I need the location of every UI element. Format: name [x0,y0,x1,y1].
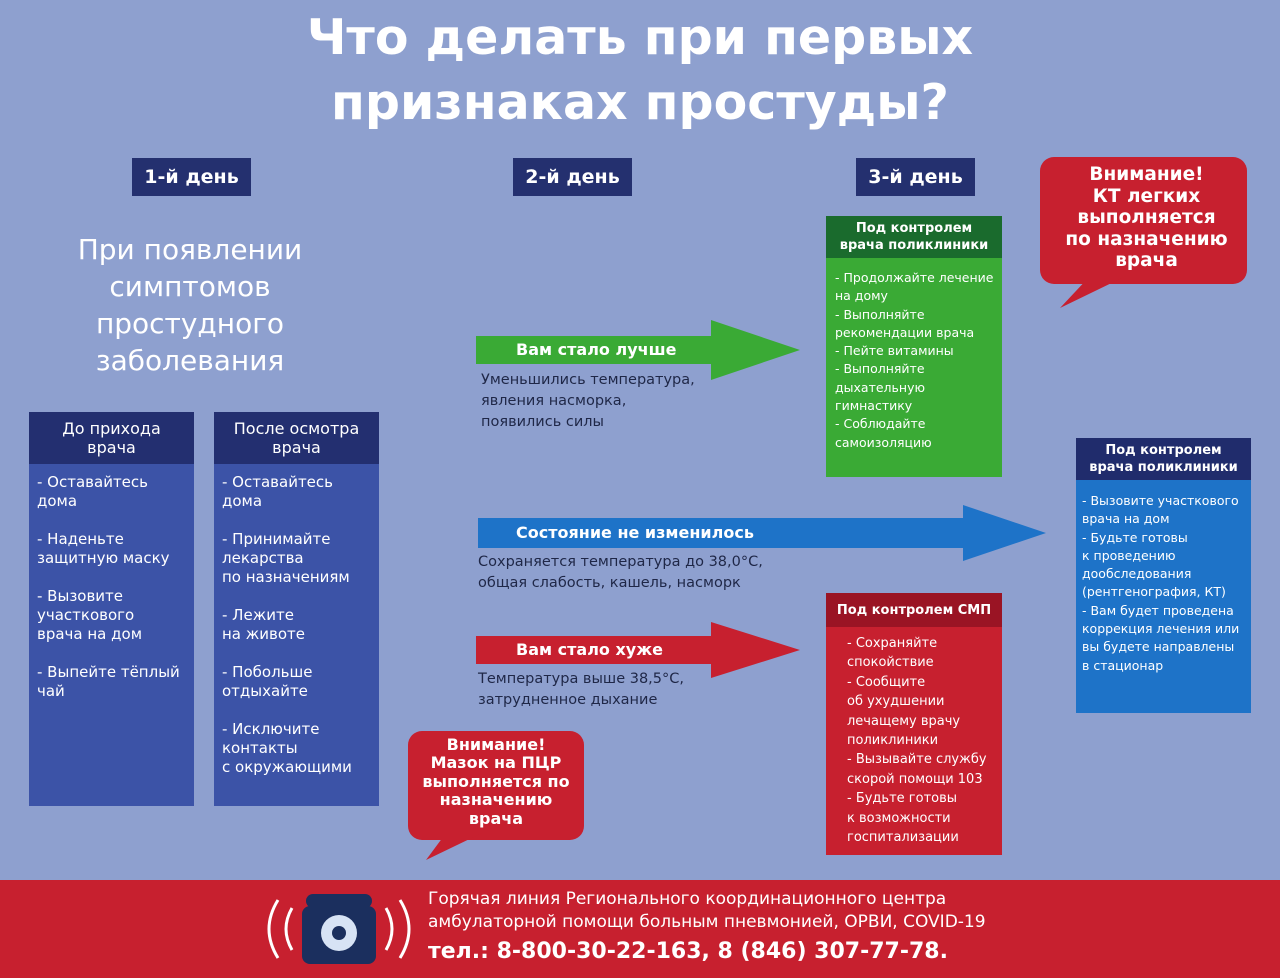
footer-hotline [0,880,1280,978]
page-title-line1: Что делать при первых [306,9,974,66]
after-visit-item: - Оставайтесь дома [222,473,333,510]
intro-line2: симптомов [109,270,271,303]
green-box-header [826,216,1002,258]
better-label: Вам стало лучше [516,340,677,359]
blue-box-header-line2: врача поликлиники [1089,460,1238,475]
alert-ct-text: Внимание! КТ легких выполняется по назначению врача [1065,164,1228,272]
page-title-line2: признаках простуды? [331,74,949,131]
before-visit-item: - Оставайтесь дома [37,473,148,510]
before-visit-header-line1: До прихода [62,419,161,438]
blue-box-header [1076,438,1251,480]
day3-badge: 3-й день [856,158,975,196]
before-visit-item: - Вызовите участкового врача на дом [37,587,143,643]
same-label: Состояние не изменилось [516,523,754,542]
green-box-header-line2: врача поликлиники [839,238,989,253]
day1-badge: 1-й день [132,158,251,196]
green-box-header-line1: Под контролем [855,221,973,236]
before-visit-item: - Выпейте тёплый чай [37,663,180,700]
before-visit-item: - Наденьте защитную маску [37,530,170,567]
intro-line3: простудного [95,307,285,340]
alert-pcr-text: Внимание! Мазок на ПЦР выполняется по назначению врача [422,735,570,828]
after-visit-item: - Побольше отдыхайте [222,663,313,700]
same-description: Сохраняется температура до 38,0°С, общая слабость, кашель, насморк [478,554,763,591]
after-visit-item: - Лежите на животе [222,606,306,643]
green-box-body: - Продолжайте лечение на дому - Выполняйте рекомендации врача - Пейте витамины - Выполняйте дыхательную гимнастику - Соблюдайте самоизоляцию [826,258,1002,477]
footer-line2: амбулаторной помощи больным пневмонией, ОРВИ, COVID-19 [428,912,986,932]
blue-box-header-line1: Под контролем [1105,443,1222,458]
better-description: Уменьшились температура, явления насморка, появились силы [481,372,695,430]
worse-label: Вам стало хуже [516,640,663,659]
after-visit-item: - Исключите контакты с окружающими [222,720,352,776]
worse-description: Температура выше 38,5°С, затрудненное дыхание [478,671,684,708]
footer-phone-numbers: тел.: 8-800-30-22-163, 8 (846) 307-77-78. [428,939,948,964]
after-visit-header-line1: После осмотра [233,419,360,438]
blue-box-body: - Вызовите участкового врача на дом - Будьте готовы к проведению дообследования (рентгенография, КТ) - Вам будет проведена коррекция лечения или вы будете направлены в стационар [1076,480,1251,713]
day2-badge: 2-й день [513,158,632,196]
phone-icon [256,886,422,972]
after-visit-header-line2: врача [272,438,321,457]
after-visit-item: - Принимайте лекарства по назначениям [222,530,350,586]
intro-line1: При появлении [77,233,303,266]
red-box-header: Под контролем СМП [826,593,1002,627]
red-box-body: - Сохраняйте спокойствие - Сообщите об ухудшении лечащему врачу поликлиники - Вызывайте службу скорой помощи 103 - Будьте готовы к возможности госпитализации [826,627,1002,855]
before-visit-header-line2: врача [87,438,136,457]
footer-line1: Горячая линия Регионального координационного центра [428,889,947,909]
intro-line4: заболевания [95,344,285,377]
